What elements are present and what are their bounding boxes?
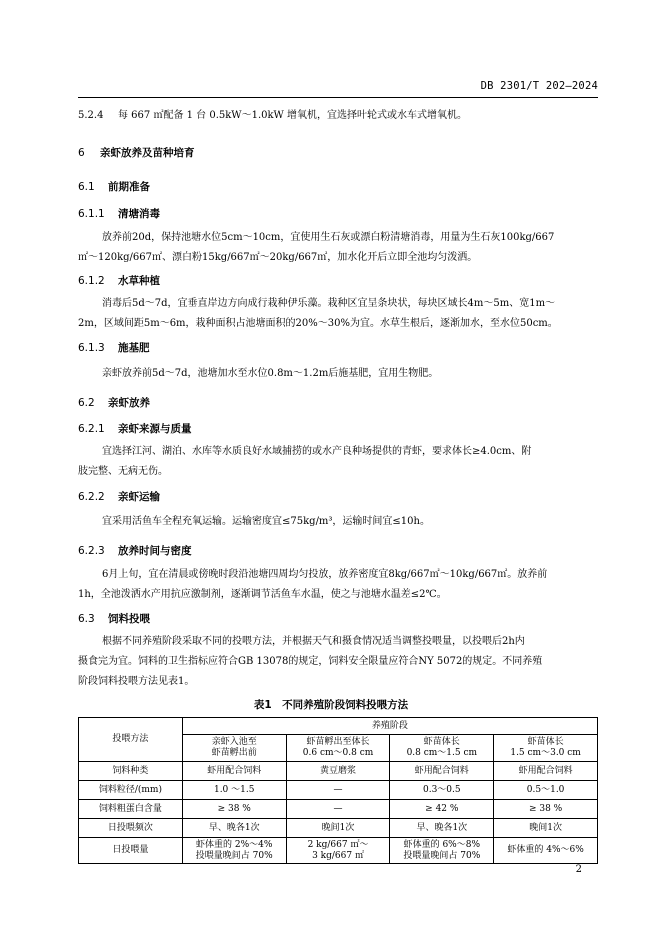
table-corner-cell: 投喂方法: [79, 718, 183, 762]
section-heading: [78, 273, 160, 288]
paragraph: [78, 632, 598, 692]
paragraph-line: 摄食完为宜。饲料的卫生指标应符合GB 13078的规定，饲料安全限量应符合NY 5072的规定。不同养殖: [78, 656, 543, 667]
cell-line: 虾体重的 2%～4%: [196, 839, 273, 850]
section-number: 6.2.1: [78, 423, 105, 435]
table-cell: 晚间1次: [494, 819, 598, 838]
clause-5-2-4: [78, 106, 598, 126]
table-stage-cell: [182, 735, 286, 762]
table-cell: 0.5～1.0: [494, 781, 598, 800]
section-title: 亲虾放养: [108, 397, 150, 409]
paragraph: [78, 364, 598, 384]
section-title: 亲虾来源与质量: [118, 423, 192, 435]
paragraph-line: ㎡～120kg/667㎡、漂白粉15kg/667㎡～20kg/667㎡，加水化开后立即全池均匀泼洒。: [78, 252, 478, 263]
section-number: 6.2.2: [78, 491, 105, 503]
stage-line: 亲虾入池至: [211, 737, 257, 747]
feeding-table: [78, 717, 598, 864]
table-cell: 虾用配合饲料: [182, 762, 286, 781]
row-label: 饲料粒径/(mm): [79, 781, 183, 800]
stage-line: 0.8 cm～1.5 cm: [406, 748, 478, 758]
section-title: 放养时间与密度: [118, 545, 192, 557]
stage-line: 虾苗体长: [527, 737, 564, 747]
doc-code: DB 2301/T 202—2024: [480, 80, 598, 92]
paragraph: [78, 228, 598, 268]
stage-line: 虾苗孵出至体长: [306, 737, 370, 747]
table-cell: —: [286, 781, 390, 800]
section-heading: [78, 179, 150, 194]
stage-line: 1.5 cm～3.0 cm: [510, 748, 581, 758]
table-row: [79, 781, 598, 800]
table-row: [79, 838, 598, 864]
section-title: 亲虾运输: [118, 491, 160, 503]
section-number: 6.1.3: [78, 342, 105, 354]
paragraph-line: 阶段饲料投喂方法见表1。: [78, 676, 195, 687]
paragraph-line: 消毒后5d～7d，宜垂直岸边方向成行栽种伊乐藻。栽种区宜呈条块状，每块区域长4m～5m、宽1m～: [102, 298, 556, 309]
section-heading: [78, 421, 192, 436]
table-cell: 晚间1次: [286, 819, 390, 838]
stage-line: 0.6 cm～0.8 cm: [302, 748, 374, 758]
paragraph-line: 放养前20d，保持池塘水位5cm～10cm，宜使用生石灰或漂白粉清塘消毒，用量为生石灰100kg/667: [102, 232, 555, 243]
table-cell: 黄豆磨浆: [286, 762, 390, 781]
section-number: 6.2.3: [78, 545, 105, 557]
table-cell: 虾体重的 4%～6%: [494, 838, 598, 864]
section-title: 清塘消毒: [118, 208, 160, 220]
header-rule: [78, 97, 598, 98]
table-cell: ≥ 38 %: [182, 800, 286, 819]
section-title: 前期准备: [108, 181, 150, 193]
cell-line: 投喂量晚间占 70%: [195, 850, 273, 861]
table-cell: [286, 838, 390, 864]
paragraph-line: 根据不同养殖阶段采取不同的投喂方法，并根据天气和摄食情况适当调整投喂量，以投喂后2h内: [102, 636, 525, 647]
section-title: 水草种植: [118, 275, 160, 287]
table-header-row: [79, 718, 598, 735]
table-stage-cell: [494, 735, 598, 762]
clause-number: 5.2.4: [78, 110, 104, 121]
stage-line: 虾苗孵出前: [211, 748, 257, 758]
table-row: [79, 800, 598, 819]
table-cell: 0.3～0.5: [390, 781, 494, 800]
section-heading: [78, 145, 195, 160]
table-group-header: 养殖阶段: [182, 718, 597, 735]
section-title: 亲虾放养及苗种培育: [100, 147, 195, 159]
section-heading: [78, 395, 150, 410]
table-row: [79, 762, 598, 781]
paragraph-line: 2m，区域间距5m～6m，栽种面积占池塘面积的20%～30%为宜。水草生根后，逐渐加水，至水位50cm。: [78, 318, 558, 329]
table-stage-cell: [390, 735, 494, 762]
section-title: 饲料投喂: [108, 613, 150, 625]
table-stage-cell: [286, 735, 390, 762]
stage-line: 虾苗体长: [423, 737, 460, 747]
section-heading: [78, 206, 160, 221]
section-heading: [78, 543, 192, 558]
table-cell: [390, 838, 494, 864]
clause-text: 每 667 ㎡配备 1 台 0.5kW～1.0kW 增氧机，宜选择叶轮式或水车式增氧机。: [118, 110, 468, 121]
table-cell: 虾用配合饲料: [390, 762, 494, 781]
paragraph: [78, 442, 598, 482]
paragraph-line: 6月上旬，宜在清晨或傍晚时段沿池塘四周均匀投放，放养密度宜8kg/667㎡～10kg/667㎡。放养前: [102, 569, 548, 580]
page-number: 2: [575, 864, 582, 875]
section-number: 6.1: [78, 181, 95, 193]
paragraph-line: 宜采用活鱼车全程充氧运输。运输密度宜≤75kg/m³，运输时间宜≤10h。: [102, 516, 430, 527]
cell-line: 3 kg/667 ㎡: [312, 850, 364, 861]
paragraph-line: 1h，全池泼洒水产用抗应激制剂，逐渐调节活鱼车水温，使之与池塘水温差≤2℃。: [78, 589, 447, 600]
section-title: 施基肥: [118, 342, 150, 354]
table-cell: [182, 838, 286, 864]
paragraph: [78, 512, 598, 532]
paragraph: [78, 565, 598, 605]
table-cell: 早、晚各1次: [390, 819, 494, 838]
section-heading: [78, 340, 150, 355]
paragraph-line: 亲虾放养前5d～7d，池塘加水至水位0.8m～1.2m后施基肥，宜用生物肥。: [102, 368, 439, 379]
section-number: 6.3: [78, 613, 95, 625]
table-cell: 1.0 ～1.5: [182, 781, 286, 800]
row-label: 日投喂量: [79, 838, 183, 864]
table-cell: ≥ 38 %: [494, 800, 598, 819]
cell-line: 虾体重的 6%～8%: [403, 839, 481, 850]
table-cell: 早、晚各1次: [182, 819, 286, 838]
paragraph-line: 肢完整、无病无伤。: [78, 466, 168, 477]
table-row: [79, 819, 598, 838]
row-label: 日投喂频次: [79, 819, 183, 838]
paragraph: [78, 294, 598, 334]
section-number: 6: [78, 147, 85, 159]
row-label: 饲料粗蛋白含量: [79, 800, 183, 819]
section-heading: [78, 489, 160, 504]
cell-line: 2 kg/667 ㎡～: [307, 839, 369, 850]
table-cell: 虾用配合饲料: [494, 762, 598, 781]
cell-line: 投喂量晚间占 70%: [403, 850, 481, 861]
section-number: 6.1.1: [78, 208, 105, 220]
table-cell: —: [286, 800, 390, 819]
section-number: 6.2: [78, 397, 95, 409]
row-label: 饲料种类: [79, 762, 183, 781]
section-heading: [78, 611, 150, 626]
paragraph-line: 宜选择江河、湖泊、水库等水质良好水域捕捞的或水产良种场提供的青虾，要求体长≥4.0cm、附: [102, 446, 532, 457]
table-caption: 表1 不同养殖阶段饲料投喂方法: [253, 699, 409, 711]
table-cell: ≥ 42 %: [390, 800, 494, 819]
section-number: 6.1.2: [78, 275, 105, 287]
